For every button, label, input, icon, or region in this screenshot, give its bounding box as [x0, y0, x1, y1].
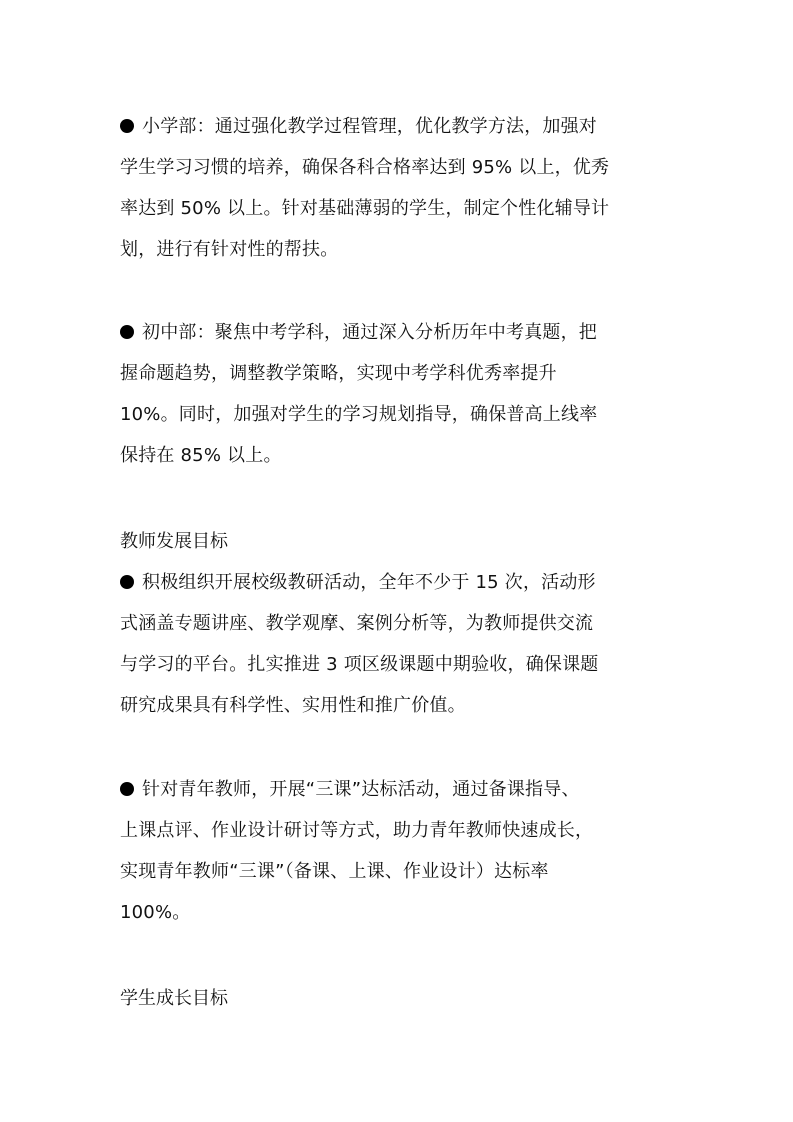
paragraph-line: 学生学习习惯的培养，确保各科合格率达到 95% 以上，优秀: [120, 157, 610, 178]
line-text: 针对青年教师，开展“三课”达标活动，通过备课指导、: [142, 779, 580, 800]
paragraph-line: 率达到 50% 以上。针对基础薄弱的学生，制定个性化辅导计: [120, 198, 610, 219]
bullet-icon: [120, 575, 134, 589]
bullet-icon: [120, 119, 134, 133]
paragraph-line: 研究成果具有科学性、实用性和推广价值。: [120, 695, 466, 716]
paragraph-line: 与学习的平台。扎实推进 3 项区级课题中期验收，确保课题: [120, 654, 599, 675]
paragraph-line: [120, 106, 680, 147]
bullet-icon: [120, 782, 134, 796]
paragraph-line: [120, 312, 680, 353]
paragraph-line: [120, 769, 680, 810]
paragraph-line: 上课点评、作业设计研讨等方式，助力青年教师快速成长，: [120, 820, 594, 841]
paragraph-line: 划，进行有针对性的帮扶。: [120, 239, 339, 260]
section-heading-student-growth: 学生成长目标: [120, 988, 228, 1009]
section-heading-teacher-development: 教师发展目标: [120, 531, 228, 552]
paragraph-junior-school: [120, 312, 680, 476]
paragraph-line: 10%。同时，加强对学生的学习规划指导，确保普高上线率: [120, 404, 598, 425]
paragraph-primary-school: [120, 106, 680, 270]
paragraph-young-teacher: [120, 769, 680, 933]
paragraph-line: 式涵盖专题讲座、教学观摩、案例分析等，为教师提供交流: [120, 613, 594, 634]
line-text: 小学部：通过强化教学过程管理，优化教学方法，加强对: [142, 116, 597, 137]
bullet-icon: [120, 325, 134, 339]
line-text: 积极组织开展校级教研活动，全年不少于 15 次，活动形: [142, 572, 596, 593]
paragraph-line: 保持在 85% 以上。: [120, 445, 282, 466]
paragraph-line: [120, 562, 680, 603]
line-text: 初中部：聚焦中考学科，通过深入分析历年中考真题，把: [142, 322, 597, 343]
paragraph-line: 握命题趋势，调整教学策略，实现中考学科优秀率提升: [120, 363, 557, 384]
paragraph-teacher-research: [120, 562, 680, 726]
paragraph-line: 实现青年教师“三课”（备课、上课、作业设计）达标率: [120, 861, 549, 882]
paragraph-line: 100%。: [120, 902, 191, 923]
